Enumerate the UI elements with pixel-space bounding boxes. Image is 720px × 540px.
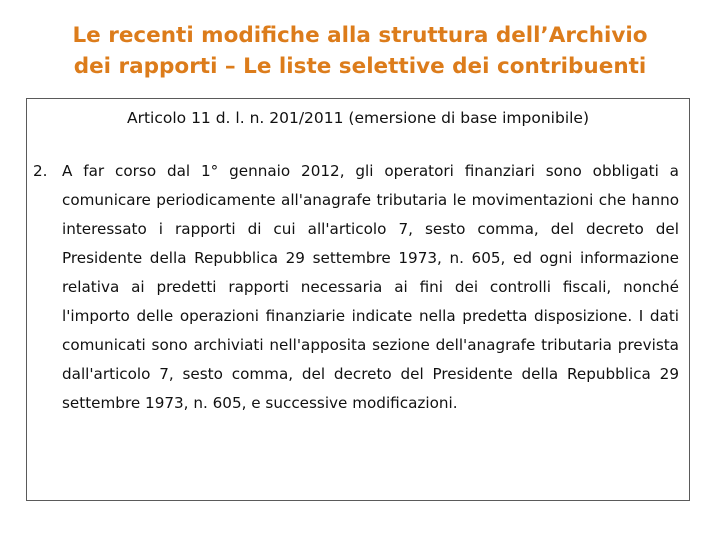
slide-title-line-1: Le recenti modifiche alla struttura dell’Archivio: [72, 23, 648, 48]
paragraph-text: A far corso dal 1° gennaio 2012, gli operatori finanziari sono obbligati a comunicare periodicamente all'anagrafe tributaria le movimentazioni che hanno interessato i rapporti di cui all'articolo 7, sesto comma, del decreto del Presidente della Repubblica 29 settembre 1973, n. 605, ed ogni informazione relativa ai predetti rapporti necessaria ai fini dei controlli fiscali, nonché l'importo delle operazioni finanziarie indicate nella predetta disposizione. I dati comunicati sono archiviati nell'apposita sezione dell'anagrafe tributaria prevista dall'articolo 7, sesto comma, del decreto del Presidente della Repubblica 29 settembre 1973, n. 605, e successive modificazioni.: [62, 162, 679, 412]
slide-title: [0, 20, 720, 82]
article-paragraph: [33, 157, 679, 418]
article-heading: Articolo 11 d. l. n. 201/2011 (emersione di base imponibile): [126, 109, 590, 127]
article-box: [26, 98, 690, 501]
slide-title-line-2: dei rapporti – Le liste selettive dei contribuenti: [73, 54, 647, 79]
paragraph-number: 2.: [33, 162, 48, 180]
